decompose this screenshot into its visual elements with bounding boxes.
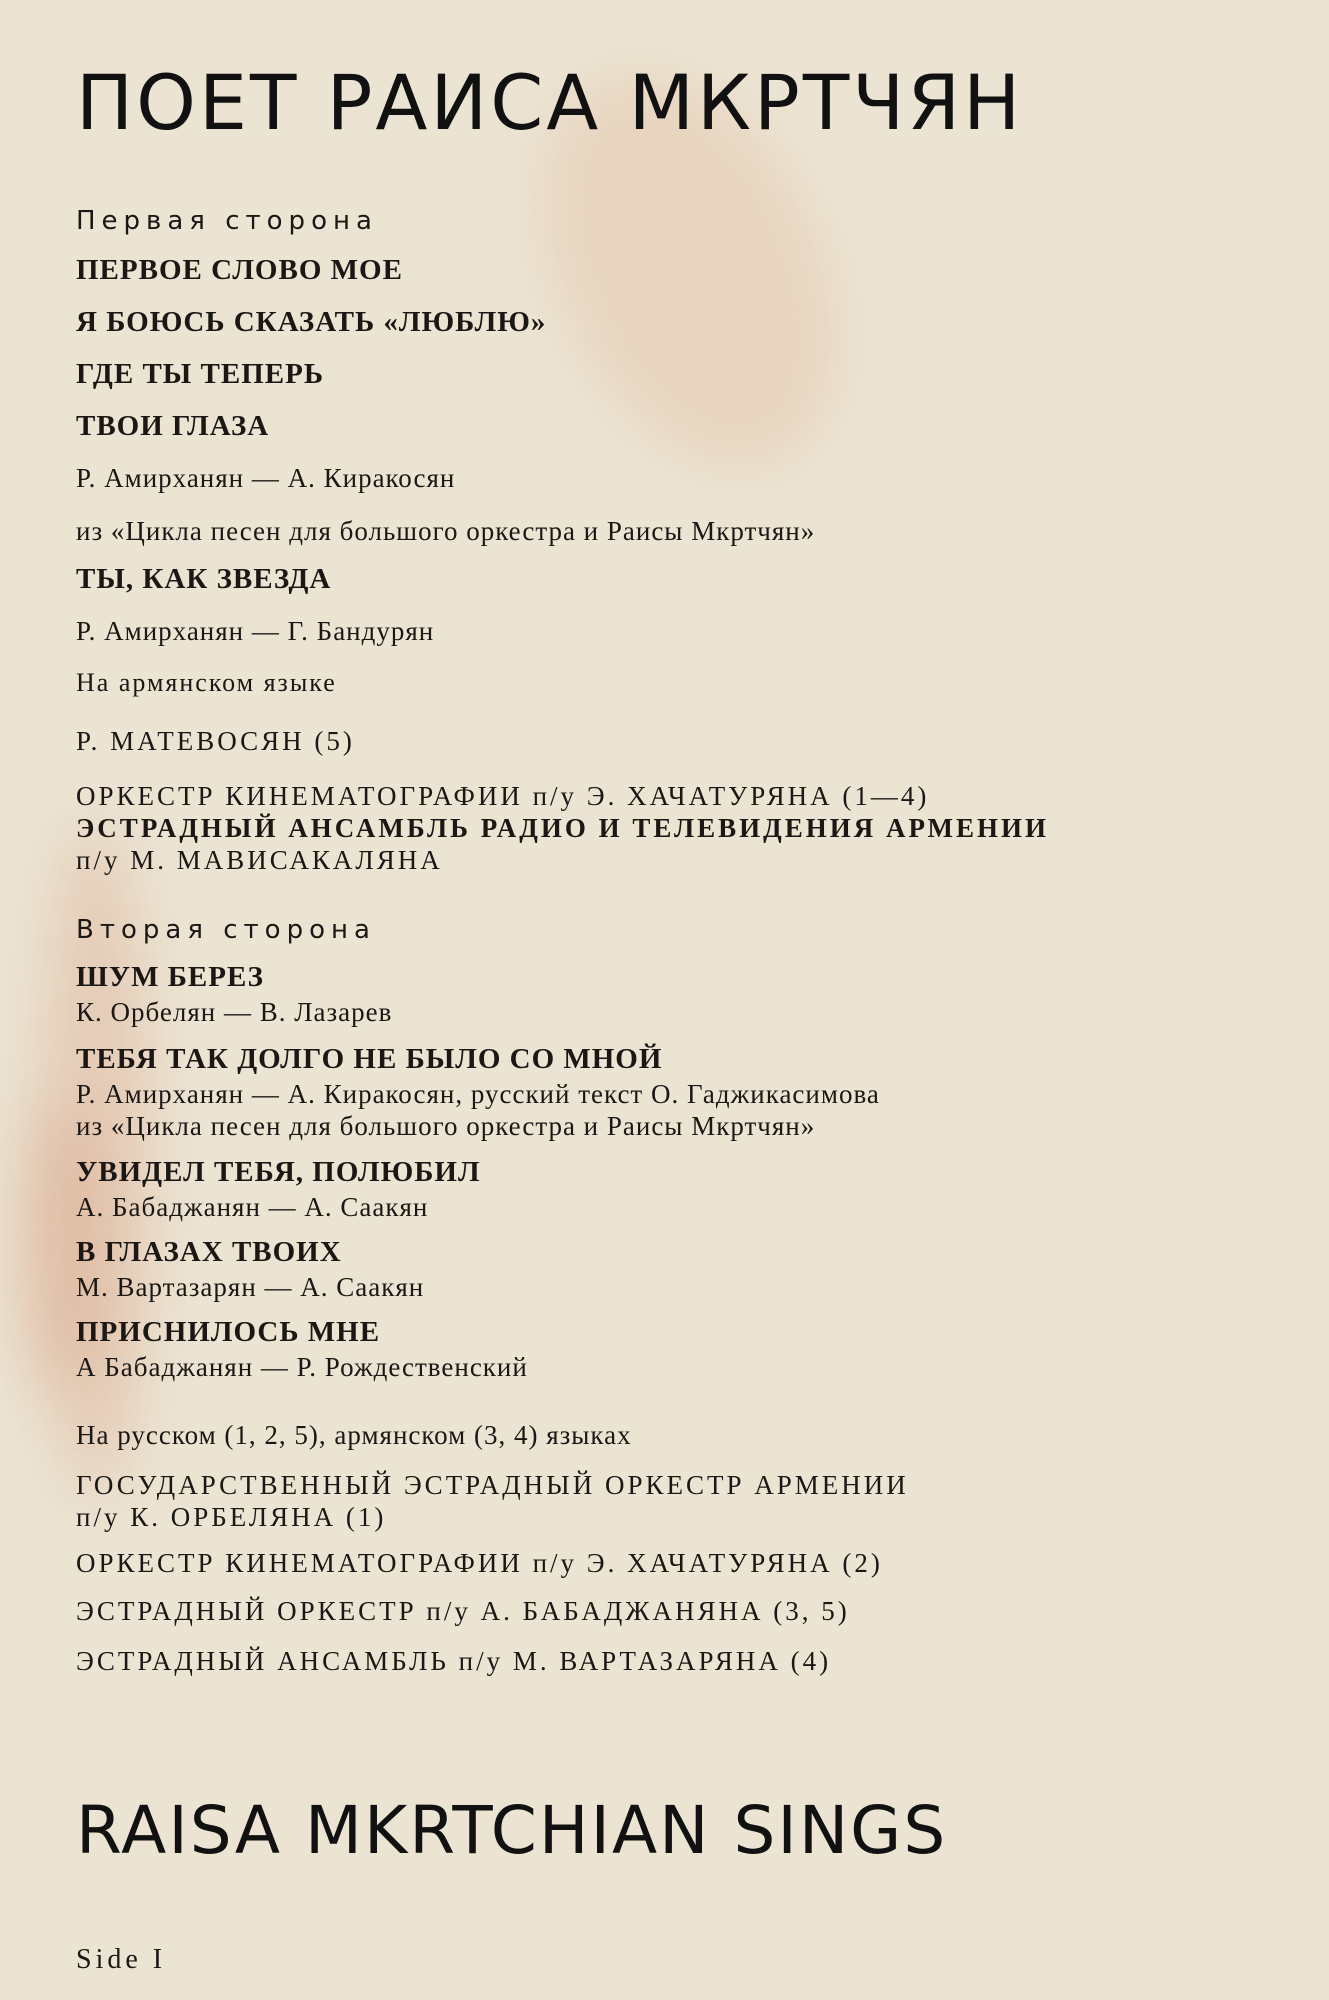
language-note: На русском (1, 2, 5), армянском (3, 4) языках — [76, 1420, 632, 1450]
song-credits: А Бабаджанян — Р. Рождественский — [76, 1352, 528, 1382]
song-credits: Р. Амирханян — А. Киракосян — [76, 463, 456, 493]
ensemble-credit: ЭСТРАДНЫЙ АНСАМБЛЬ п/у М. ВАРТАЗАРЯНА (4) — [76, 1646, 832, 1676]
orchestra-credit: ОРКЕСТР КИНЕМАТОГРАФИИ п/у Э. ХАЧАТУРЯНА (1—4) — [76, 781, 930, 811]
song-title: ГДЕ ТЫ ТЕПЕРЬ — [76, 358, 324, 390]
song-note: из «Цикла песен для большого оркестра и Раисы Мкртчян» — [76, 516, 816, 546]
ensemble-credit: ЭСТРАДНЫЙ АНСАМБЛЬ РАДИО И ТЕЛЕВИДЕНИЯ АРМЕНИИ — [76, 813, 1049, 843]
song-title: Я БОЮСЬ СКАЗАТЬ «ЛЮБЛЮ» — [76, 306, 547, 338]
song-title: ШУМ БЕРЕЗ — [76, 961, 264, 993]
orchestra-credit: ГОСУДАРСТВЕННЫЙ ЭСТРАДНЫЙ ОРКЕСТР АРМЕНИИ — [76, 1470, 909, 1500]
song-title: ПРИСНИЛОСЬ МНЕ — [76, 1316, 381, 1348]
orchestra-credit: ЭСТРАДНЫЙ ОРКЕСТР п/у А. БАБАДЖАНЯНА (3, 5) — [76, 1596, 850, 1626]
song-title: ТЕБЯ ТАК ДОЛГО НЕ БЫЛО СО МНОЙ — [76, 1043, 663, 1075]
song-credits: Р. Амирханян — А. Киракосян, русский текст О. Гаджикасимова — [76, 1079, 880, 1109]
side-one-heading-english: Side I — [76, 1944, 167, 1975]
title-english: RAISA MKRTCHIAN SINGS — [76, 1792, 948, 1869]
performer-note: Р. МАТЕВОСЯН (5) — [76, 726, 355, 756]
song-credits: К. Орбелян — В. Лазарев — [76, 997, 393, 1027]
song-title: УВИДЕЛ ТЕБЯ, ПОЛЮБИЛ — [76, 1156, 481, 1188]
language-note: На армянском языке — [76, 668, 337, 697]
title-russian: ПОЕТ РАИСА МКРТЧЯН — [76, 58, 1024, 147]
song-credits: Р. Амирханян — Г. Бандурян — [76, 616, 435, 646]
song-note: из «Цикла песен для большого оркестра и Раисы Мкртчян» — [76, 1111, 816, 1141]
song-credits: А. Бабаджанян — А. Саакян — [76, 1192, 429, 1222]
conductor-credit: п/у М. МАВИСАКАЛЯНА — [76, 845, 443, 875]
side-two-heading: Вторая сторона — [76, 915, 376, 945]
song-title: В ГЛАЗАХ ТВОИХ — [76, 1236, 342, 1268]
conductor-credit: п/у К. ОРБЕЛЯНА (1) — [76, 1502, 387, 1532]
song-title: ТЫ, КАК ЗВЕЗДА — [76, 563, 332, 595]
song-title: ТВОИ ГЛАЗА — [76, 410, 270, 442]
orchestra-credit: ОРКЕСТР КИНЕМАТОГРАФИИ п/у Э. ХАЧАТУРЯНА (2) — [76, 1548, 883, 1578]
song-credits: М. Вартазарян — А. Саакян — [76, 1272, 425, 1302]
song-title: ПЕРВОЕ СЛОВО МОЕ — [76, 254, 403, 286]
side-one-heading: Первая сторона — [76, 206, 378, 236]
